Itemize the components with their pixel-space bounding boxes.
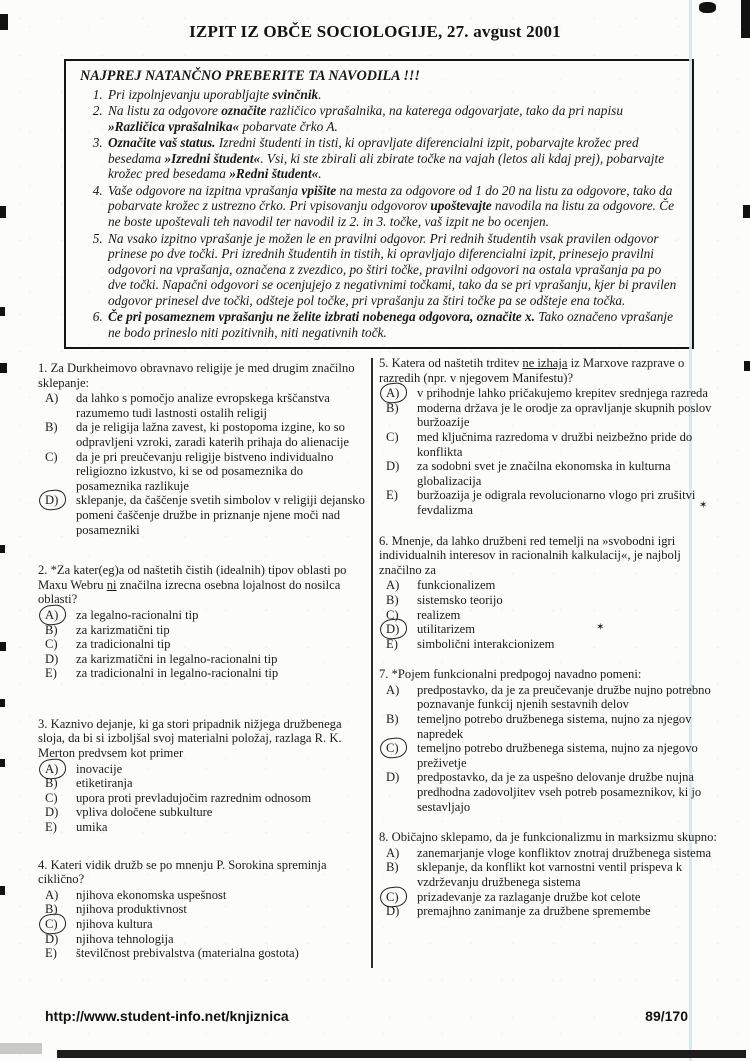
option-row: [38, 902, 366, 917]
option-row: [379, 608, 719, 623]
page-title: IZPIT IZ OBČE SOCIOLOGIJE, 27. avgust 2001: [189, 22, 561, 41]
option-letter answer-circle: D): [386, 622, 400, 637]
scan-artifact: [0, 886, 5, 895]
option-text: za karizmatični in legalno-racionalni tip: [76, 651, 278, 666]
question-text: 4. Kateri vidik družb se po mnenju P. Sorokina spreminja ciklično?: [38, 857, 327, 887]
instruction-item: 4. Vaše odgovore na izpitna vprašanja vpišite na mesta za odgovore od 1 do 20 na listu za odgovore, tako da pobarvate krožec z ustrezno črko. Pri vpisovanju odgovorov upoštevajte navodila na listu za odgovore. Če ne boste upoštevali teh navodil ter navodil iz 2. in 3. točke, vaš izpit ne bo ocenjen.: [106, 183, 680, 230]
option-letter answer-circle: D): [45, 493, 59, 508]
option-text: realizem: [417, 607, 461, 622]
questions-column-left: [38, 361, 366, 961]
option-text: utilitarizem: [417, 622, 476, 637]
option-row: [38, 946, 366, 961]
ink-mark: [596, 622, 604, 633]
instructions-heading: NAJPREJ NATANČNO PREBERITE TA NAVODILA !!!: [80, 68, 420, 84]
option-letter answer-circle: C): [45, 917, 58, 931]
option-text: prizadevanje za razlaganje družbe kot celote: [417, 889, 641, 904]
option-row: [38, 820, 366, 835]
option-text: vpliva določene subkulture: [76, 805, 213, 820]
option-row: [38, 450, 366, 494]
questions-column-right: [379, 356, 719, 919]
option-letter: A): [386, 682, 400, 697]
question-text: 2. *Za kater(eg)a od naštetih čistih (idealnih) tipov oblasti po Maxu Webru ni značilna izrecna osebna lojalnost do nosilca oblasti?: [38, 563, 347, 607]
option-row: [379, 637, 719, 652]
scan-artifact: [0, 759, 5, 767]
question-6: [379, 534, 719, 652]
instruction-item: 5. Na vsako izpitno vprašanje je možen le en pravilni odgovor. Pri rednih študentih vsak pravilen odgovor prinese po dve točki. Pri izrednih študentih in tistih, ki opravljajo diferencialni izpit, prinesejo pravilni odgovori na vprašanja, označena z zvezdico, po štiri točke, pravilni odgovori na ostala vprašanja pa po dve točki. Napačni odgovori se ocenjujejo z negativnimi točkami, tako da se pri vprašanju, kjer bi pravilen odgovor prinesel dve točki, odšteje pol točke, pri vprašanju za štiri točke pa se odšteje ena točka.: [106, 231, 680, 309]
scan-artifact: [699, 2, 716, 13]
scan-artifact: [0, 642, 6, 651]
option-row: [379, 593, 719, 608]
option-letter: C): [45, 637, 58, 652]
question-2: [38, 563, 366, 681]
option-row: [379, 741, 719, 770]
option-letter: B): [45, 420, 58, 435]
option-row: [379, 904, 719, 919]
option-text: njihova produktivnost: [76, 902, 187, 917]
option-text: njihova ekonomska uspešnost: [76, 887, 227, 902]
question-8: [379, 830, 719, 919]
scan-edge-bar: [57, 1050, 746, 1058]
option-letter: A): [386, 845, 400, 860]
option-row: [38, 791, 366, 806]
option-letter: C): [386, 607, 399, 622]
option-text: moderna država je le orodje za opravljanje skupnih poslov buržoazije: [417, 400, 712, 430]
option-row: [379, 860, 719, 889]
option-text: temeljno potrebo družbenega sistema, nujno za njegovo preživetje: [417, 741, 698, 770]
option-row: [38, 932, 366, 947]
scan-artifact: [743, 205, 750, 218]
question-text: 5. Katera od naštetih trditev ne izhaja iz Marxove razprave o razredih (npr. v njegovem Manifestu)?: [379, 356, 685, 385]
option-row: [379, 578, 719, 593]
option-letter answer-circle: A): [386, 386, 400, 401]
column-divider-line: [371, 358, 373, 968]
option-row: [379, 846, 719, 861]
option-text: buržoazija je odigrala revolucionarno vlogo pri zrušitvi fevdalizma: [417, 488, 696, 517]
option-text: simbolični interakcionizem: [417, 636, 555, 651]
option-letter answer-circle: C): [386, 741, 399, 756]
option-text: umika: [76, 820, 108, 835]
option-letter: B): [45, 902, 58, 917]
option-text: za tradicionalni in legalno-racionalni tip: [76, 666, 279, 681]
option-text: za tradicionalni tip: [76, 637, 171, 652]
option-text: zanemarjanje vloge konfliktov znotraj družbenega sistema: [417, 845, 712, 860]
option-row: [38, 776, 366, 791]
question-text: 1. Za Durkheimovo obravnavo religije je med drugim značilno sklepanje:: [38, 361, 355, 390]
scan-artifact: [0, 1043, 42, 1054]
scan-artifact: [0, 699, 5, 707]
question-5: [379, 356, 719, 518]
scan-artifact: [0, 206, 6, 218]
option-text: sklepanje, da čaščenje svetih simbolov v religiji dejansko pomeni čaščenje družbe in priznanje njene moči nad posamezniki: [76, 493, 365, 537]
option-row: [379, 622, 719, 637]
option-row: [379, 488, 719, 517]
option-letter answer-circle: C): [386, 889, 399, 904]
option-text: za karizmatični tip: [76, 622, 170, 637]
page-number: 89/170: [645, 1008, 688, 1024]
scan-artifact: [0, 14, 8, 30]
instruction-item: 6. Če pri posameznem vprašanju ne želite izbrati nobenega odgovora, označite x. Tako označeno vprašanje ne bodo prineslo niti pozitivnih, niti negativnih točk.: [106, 309, 680, 340]
option-letter: B): [386, 712, 399, 727]
instructions-box: [64, 59, 694, 349]
option-row: [38, 888, 366, 903]
option-letter: C): [45, 790, 58, 805]
question-7: [379, 667, 719, 814]
footer-url: http://www.student-info.net/knjiznica: [45, 1008, 289, 1024]
option-row: [38, 762, 366, 777]
option-text: upora proti prevladujočim razrednim odnosom: [76, 790, 312, 805]
underlined-text: ni: [106, 577, 117, 592]
option-row: [38, 493, 366, 537]
option-row: [379, 712, 719, 741]
option-row: [379, 401, 719, 430]
option-row: [38, 608, 366, 623]
option-letter: D): [386, 459, 400, 474]
option-letter: D): [45, 651, 59, 666]
option-text: etiketiranja: [76, 776, 133, 791]
instructions-list: [80, 87, 680, 341]
option-letter: B): [45, 622, 58, 637]
option-letter: C): [386, 429, 399, 444]
question-text: 3. Kaznivo dejanje, ki ga stori pripadnik nižjega družbenega sloja, da bi si izboljšal svoj materialni položaj, razlaga R. K. Merton predvsem kot primer: [38, 716, 342, 761]
question-text: 7. *Pojem funkcionalni predpogoj navadno pomeni:: [379, 667, 642, 682]
option-letter: B): [386, 860, 399, 875]
option-text: inovacije: [76, 761, 123, 776]
option-letter: A): [45, 887, 59, 902]
option-letter answer-circle: A): [45, 761, 59, 776]
question-text: 8. Običajno sklepamo, da je funkcionalizmu in marksizmu skupno:: [379, 830, 717, 845]
option-text: za legalno-racionalni tip: [76, 607, 199, 622]
option-row: [379, 683, 719, 712]
scan-artifact: [744, 361, 750, 371]
option-row: [38, 637, 366, 652]
option-row: [38, 805, 366, 820]
option-letter: C): [45, 449, 58, 464]
scan-artifact: [0, 307, 5, 316]
option-letter: E): [45, 666, 57, 681]
option-row: [379, 890, 719, 905]
option-text: da lahko s pomočjo analize evropskega krščanstva razumemo tudi lastnosti ostalih religij: [76, 391, 330, 420]
option-row: [38, 391, 366, 420]
scan-artifact: [0, 363, 7, 373]
option-text: njihova tehnologija: [76, 931, 174, 946]
option-text: za sodobni svet je značilna ekonomska in kulturna globalizacija: [417, 459, 671, 488]
question-3: [38, 717, 366, 835]
option-text: med ključnima razredoma v družbi neizbežno pride do konflikta: [417, 429, 693, 459]
option-row: [38, 623, 366, 638]
option-row: [38, 666, 366, 681]
option-letter: D): [45, 805, 59, 820]
option-row: [38, 917, 366, 932]
option-text: v prihodnje lahko pričakujemo krepitev srednjega razreda: [417, 386, 708, 401]
scan-artifact: [741, 0, 750, 38]
option-row: [38, 420, 366, 449]
option-letter: A): [45, 391, 59, 406]
option-letter: A): [386, 578, 400, 593]
option-text: temeljno potrebo družbenega sistema, nujno za njegov napredek: [417, 712, 692, 741]
option-text: da je religija lažna zavest, ki postopoma izgine, ko so odpravljeni vzroki, zaradi katerih prihaja do alienacije: [76, 420, 350, 449]
option-row: [379, 770, 719, 814]
option-letter: E): [45, 820, 57, 835]
option-text: funkcionalizem: [417, 578, 496, 593]
option-text: njihova kultura: [76, 917, 153, 931]
option-letter: E): [386, 488, 398, 503]
instruction-item: 3. Označite vaš status. Izredni študenti in tisti, ki opravljate diferencialni izpit, pobarvajte krožec pred besedama »Izredni študent«. Vsi, ki ste zbirali ali zbirate točke na vajah (letos ali kdaj prej), pobarvajte krožec pred besedama »Redni študent«.: [106, 135, 680, 182]
option-letter answer-circle: A): [45, 607, 59, 622]
option-letter: E): [45, 946, 57, 961]
instruction-item: 2. Na listu za odgovore označite različico vprašalnika, na katerega odgovarjate, tako da pri napisu »Različica vprašalnika« pobarvate črko A.: [106, 103, 680, 134]
option-text: sklepanje, da konflikt kot varnostni ventil prispeva k vzdrževanju družbenega sistema: [417, 860, 683, 889]
instruction-item: 1. Pri izpolnjevanju uporabljajte svinčnik.: [106, 87, 680, 103]
question-1: [38, 361, 366, 537]
option-text: sistemsko teorijo: [417, 592, 503, 607]
option-row: [379, 386, 719, 401]
option-text: da je pri preučevanju religije bistveno individualno religiozno izkustvo, ki se od posameznika do posameznika razlikuje: [76, 449, 334, 493]
option-letter: D): [386, 904, 400, 919]
option-text: predpostavko, da je za preučevanje družbe nujno potrebno poznavanje funkcij njenih sestavnih delov: [417, 682, 711, 712]
question-4: [38, 858, 366, 961]
option-letter: B): [386, 400, 399, 415]
option-text: premajhno zanimanje za družbene spremembe: [417, 904, 651, 919]
scan-artifact: [0, 545, 5, 553]
option-letter: B): [45, 776, 58, 791]
option-letter: D): [386, 770, 400, 785]
option-row: [38, 652, 366, 667]
option-text: številčnost prebivalstva (materialna gostota): [76, 946, 299, 961]
option-row: [379, 459, 719, 488]
option-row: [379, 430, 719, 459]
option-letter: D): [45, 931, 59, 946]
underlined-text: ne izhaja: [522, 356, 568, 370]
option-text: predpostavko, da je za uspešno delovanje družbe nujna predhodna zadovoljitev vseh potreb posameznikov, ki jo sestavljajo: [417, 770, 702, 814]
option-letter: B): [386, 592, 399, 607]
question-text: 6. Mnenje, da lahko družbeni red temelji na »svobodni igri individualnih interesov in racionalnih kalkulacij«, je najbolj značilno za: [379, 533, 681, 577]
option-letter: E): [386, 636, 398, 651]
ink-mark: [699, 500, 707, 511]
